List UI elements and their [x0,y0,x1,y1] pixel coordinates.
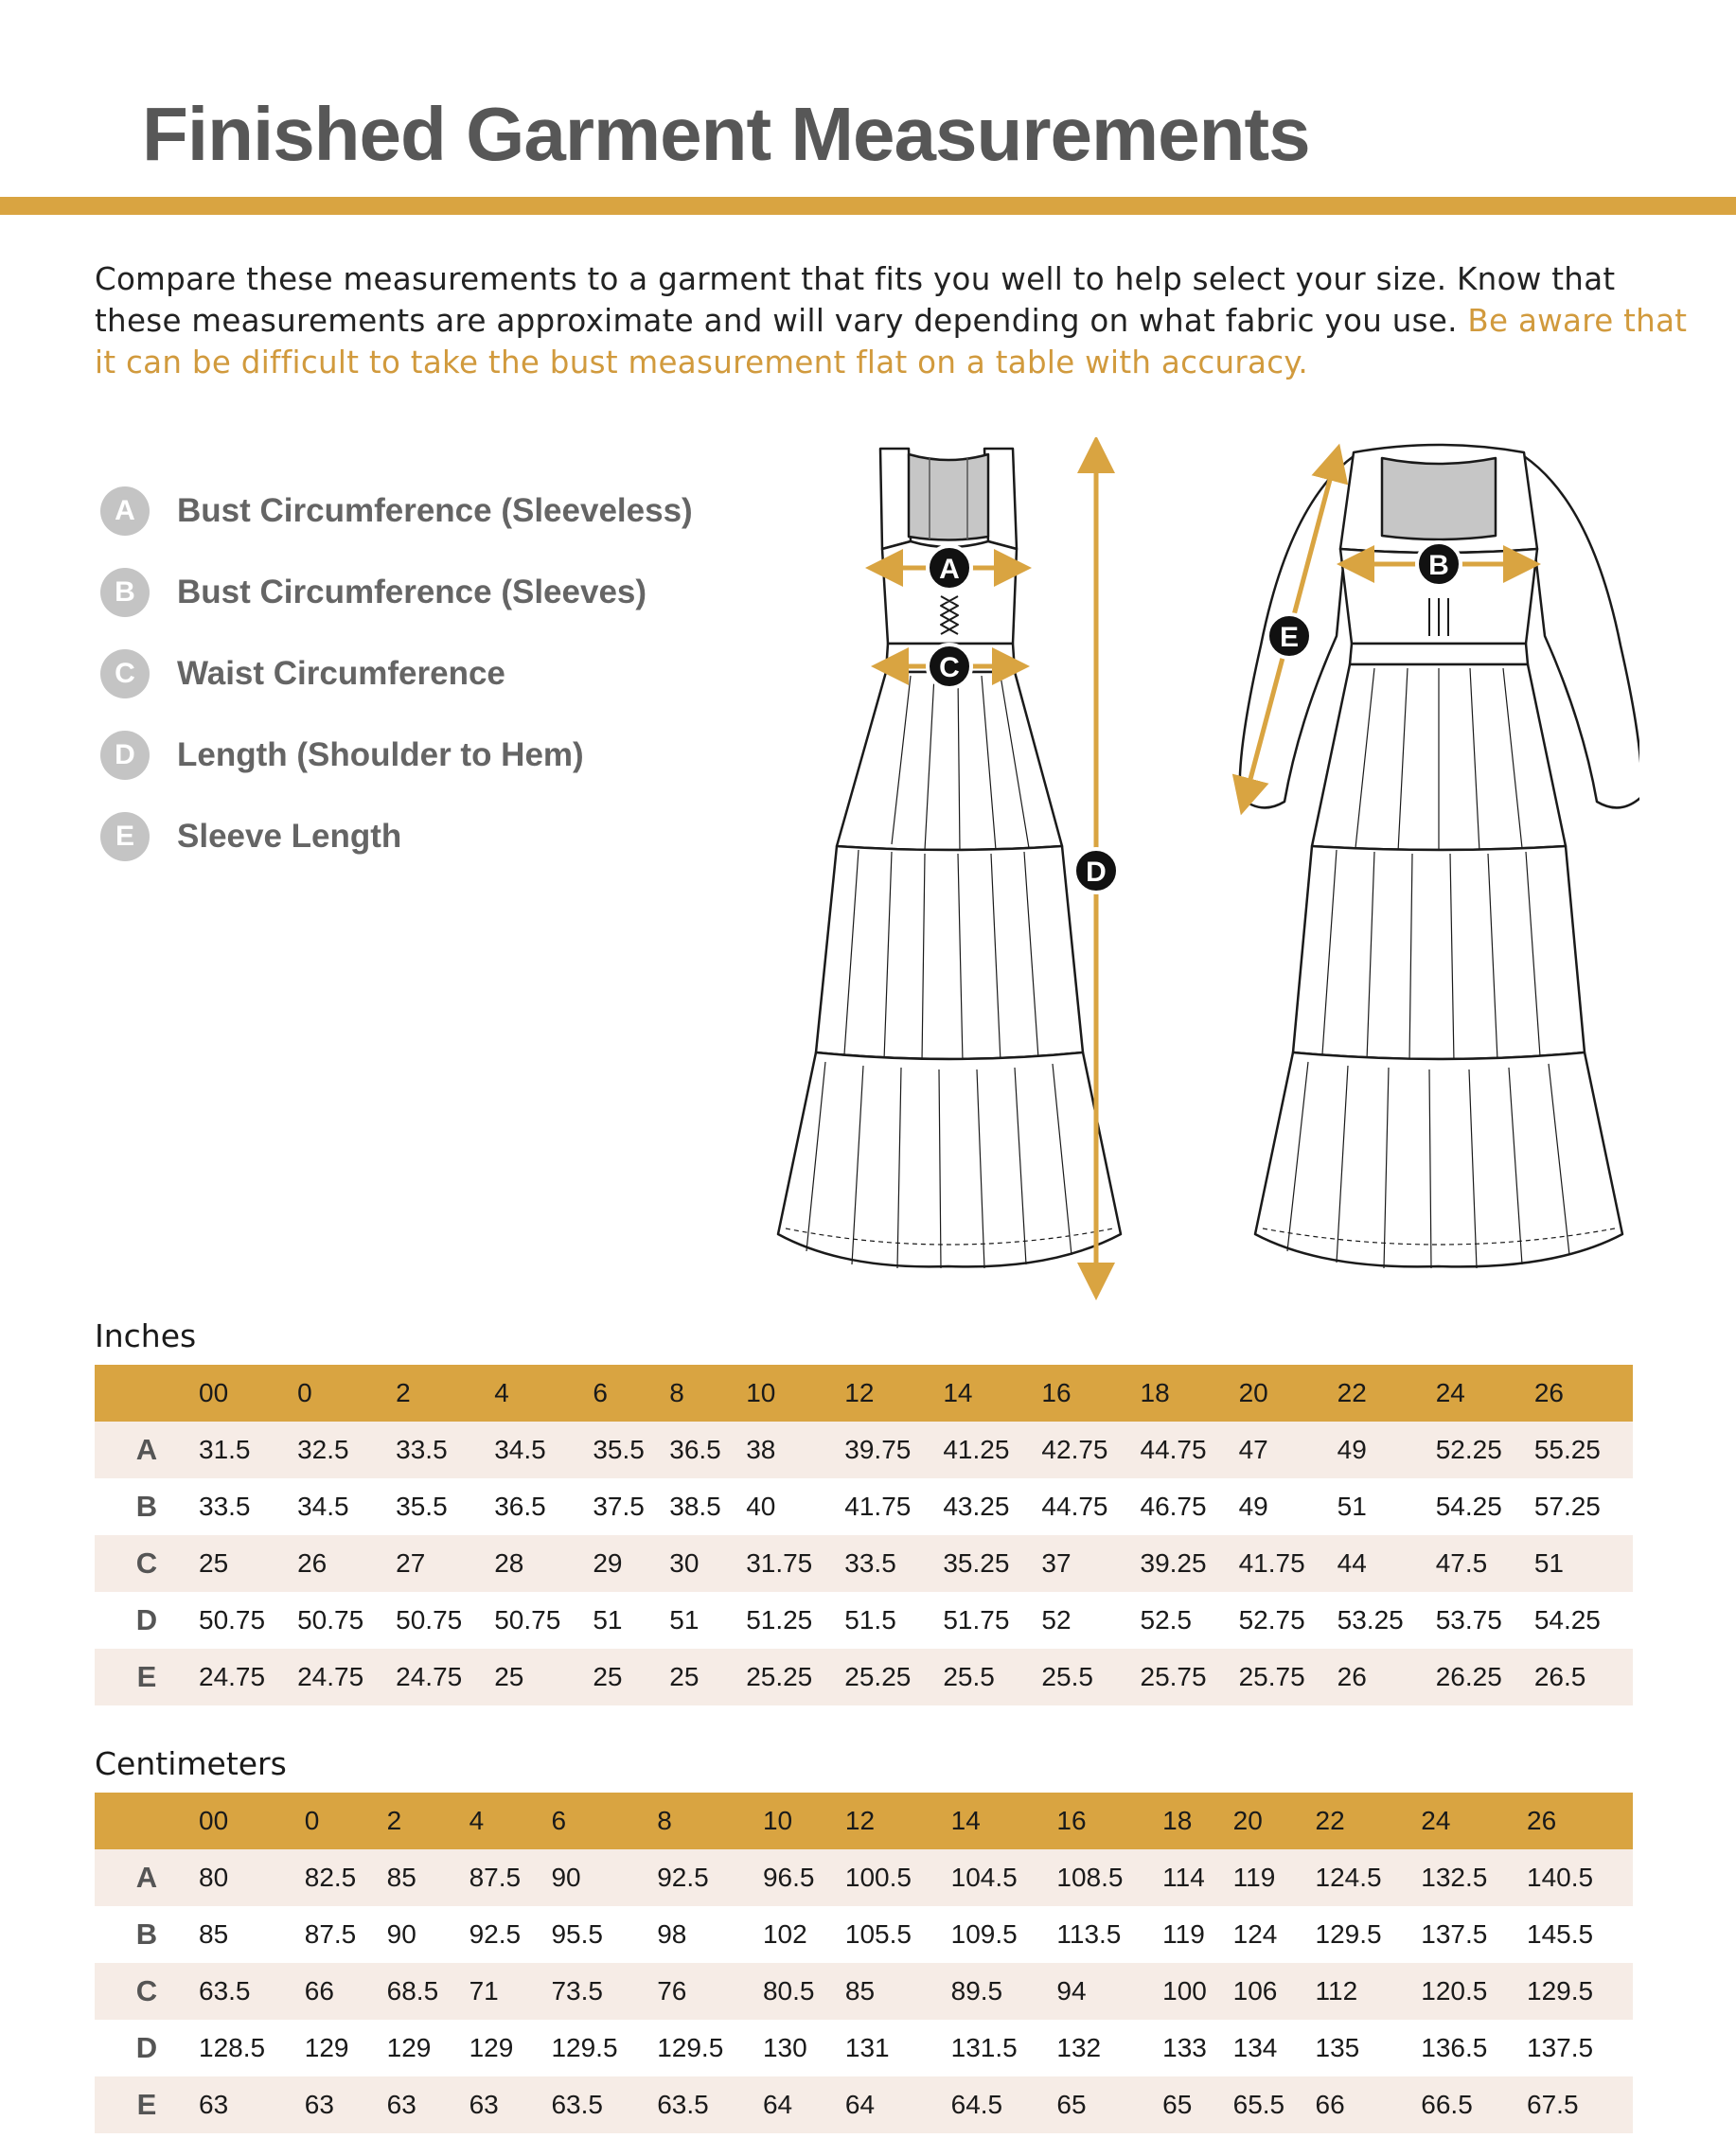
size-header: 16 [1056,1793,1162,1849]
intro-highlight: Be aware that it can be difficult to take the bust measurement flat on a table with accuracy. [95,303,1688,380]
table-cell: 38.5 [669,1478,746,1535]
table-cell: 124 [1233,1906,1316,1963]
size-header: 20 [1239,1365,1337,1422]
table-cell: 90 [551,1849,657,1906]
table-cell: 85 [199,1906,305,1963]
table-cell: 50.75 [396,1592,494,1649]
table-cell: 36.5 [669,1422,746,1478]
table-cell: 136.5 [1421,2020,1527,2076]
row-key: E [95,1649,199,1705]
table-cell: 129.5 [657,2020,763,2076]
size-header: 10 [746,1365,844,1422]
table-cell: 113.5 [1056,1906,1162,1963]
table-cell: 50.75 [199,1592,297,1649]
row-key: C [95,1963,199,2020]
table-cell: 114 [1162,1849,1233,1906]
table-row [95,1592,1633,1649]
table-cell: 63 [469,2076,552,2133]
table-cell: 51 [669,1592,746,1649]
marker-c [928,645,971,688]
legend-badge-d: D [100,731,150,780]
table-cell: 76 [657,1963,763,2020]
legend-label-e: Sleeve Length [177,818,402,855]
table-cell: 38 [746,1422,844,1478]
table-cell: 54.25 [1534,1592,1633,1649]
table-cell: 25.25 [746,1649,844,1705]
size-header: 14 [943,1365,1041,1422]
table-cell: 119 [1162,1906,1233,1963]
svg-text:B: B [1428,550,1449,581]
intro-text: Compare these measurements to a garment that fits you well to help select your size. Know that these measurements are approximate and will vary depending on what fabric you use. [95,261,1616,339]
table-row [95,2076,1633,2133]
title-divider [0,197,1736,215]
size-header: 8 [669,1365,746,1422]
table-cell: 51 [1337,1478,1436,1535]
row-key: A [95,1422,199,1478]
table-row [95,1478,1633,1535]
table-cell: 63 [305,2076,387,2133]
size-header: 24 [1421,1793,1527,1849]
table-cell: 63.5 [657,2076,763,2133]
table-cell: 140.5 [1527,1849,1633,1906]
table-cell: 82.5 [305,1849,387,1906]
table-cell: 39.25 [1141,1535,1239,1592]
table-cell: 119 [1233,1849,1316,1906]
table-cell: 124.5 [1316,1849,1422,1906]
header-corner [95,1365,199,1422]
table-cell: 33.5 [396,1422,494,1478]
table-cell: 92.5 [469,1906,552,1963]
table-cell: 135 [1316,2020,1422,2076]
size-header: 10 [763,1793,845,1849]
row-key: D [95,2020,199,2076]
marker-d [1074,849,1118,892]
table-cell: 95.5 [551,1906,657,1963]
size-header: 6 [551,1793,657,1849]
svg-text:E: E [1279,622,1300,653]
size-header: 20 [1233,1793,1316,1849]
table-cell: 35.5 [593,1422,669,1478]
svg-text:A: A [939,554,960,585]
table-cell: 64 [763,2076,845,2133]
table-cell: 63.5 [551,2076,657,2133]
row-key: B [95,1478,199,1535]
table-cell: 30 [669,1535,746,1592]
table-cell: 25 [199,1535,297,1592]
svg-text:C: C [939,652,960,683]
table-cell: 51 [1534,1535,1633,1592]
table-cell: 26.25 [1436,1649,1534,1705]
table-cell: 40 [746,1478,844,1535]
marker-e [1267,614,1311,658]
table-cell: 80.5 [763,1963,845,2020]
intro-paragraph [95,258,1704,383]
legend-label-d: Length (Shoulder to Hem) [177,736,584,773]
centimeters-header-row [95,1793,1633,1849]
table-cell: 25.75 [1141,1649,1239,1705]
table-cell: 71 [469,1963,552,2020]
table-cell: 120.5 [1421,1963,1527,2020]
table-cell: 35.25 [943,1535,1041,1592]
table-row [95,1963,1633,2020]
table-cell: 87.5 [469,1849,552,1906]
legend-label-c: Waist Circumference [177,655,505,692]
table-cell: 52.25 [1436,1422,1534,1478]
table-cell: 129.5 [551,2020,657,2076]
table-cell: 37.5 [593,1478,669,1535]
table-cell: 132.5 [1421,1849,1527,1906]
table-cell: 33.5 [199,1478,297,1535]
legend-badge-b: B [100,568,150,617]
table-cell: 134 [1233,2020,1316,2076]
table-cell: 53.25 [1337,1592,1436,1649]
table-cell: 130 [763,2020,845,2076]
table-cell: 89.5 [951,1963,1057,2020]
table-cell: 26.5 [1534,1649,1633,1705]
table-cell: 133 [1162,2020,1233,2076]
table-cell: 51.5 [844,1592,943,1649]
table-cell: 42.75 [1041,1422,1140,1478]
inches-header-row [95,1365,1633,1422]
table-cell: 96.5 [763,1849,845,1906]
size-header: 12 [844,1365,943,1422]
table-cell: 39.75 [844,1422,943,1478]
table-cell: 128.5 [199,2020,305,2076]
table-cell: 34.5 [297,1478,396,1535]
row-key: D [95,1592,199,1649]
table-cell: 34.5 [494,1422,593,1478]
table-cell: 98 [657,1906,763,1963]
table-cell: 49 [1337,1422,1436,1478]
centimeters-table [95,1793,1633,2133]
table-cell: 92.5 [657,1849,763,1906]
svg-text:D: D [1086,857,1107,888]
table-cell: 94 [1056,1963,1162,2020]
table-cell: 52 [1041,1592,1140,1649]
size-header: 26 [1534,1365,1633,1422]
table-cell: 35.5 [396,1478,494,1535]
size-header: 0 [305,1793,387,1849]
table-row [95,1906,1633,1963]
centimeters-label: Centimeters [95,1745,287,1782]
table-cell: 145.5 [1527,1906,1633,1963]
table-cell: 26 [1337,1649,1436,1705]
table-cell: 51.75 [943,1592,1041,1649]
table-cell: 43.25 [943,1478,1041,1535]
table-cell: 47 [1239,1422,1337,1478]
size-header: 4 [469,1793,552,1849]
table-row [95,1535,1633,1592]
table-cell: 31.75 [746,1535,844,1592]
table-cell: 67.5 [1527,2076,1633,2133]
legend-item-e [100,808,401,865]
table-cell: 132 [1056,2020,1162,2076]
size-header: 00 [199,1365,297,1422]
header-corner [95,1793,199,1849]
table-cell: 87.5 [305,1906,387,1963]
table-cell: 52.5 [1141,1592,1239,1649]
legend-item-d [100,727,584,784]
size-header: 4 [494,1365,593,1422]
dress-illustration [769,437,1639,1308]
row-key: E [95,2076,199,2133]
size-header: 22 [1316,1793,1422,1849]
table-row [95,1849,1633,1906]
table-cell: 73.5 [551,1963,657,2020]
table-cell: 102 [763,1906,845,1963]
table-cell: 36.5 [494,1478,593,1535]
table-cell: 33.5 [844,1535,943,1592]
table-cell: 100 [1162,1963,1233,2020]
table-cell: 50.75 [494,1592,593,1649]
table-cell: 66.5 [1421,2076,1527,2133]
legend-item-c [100,645,505,702]
table-cell: 131 [845,2020,951,2076]
table-cell: 49 [1239,1478,1337,1535]
size-header: 12 [845,1793,951,1849]
table-cell: 129 [387,2020,469,2076]
table-cell: 27 [396,1535,494,1592]
table-cell: 104.5 [951,1849,1057,1906]
table-cell: 100.5 [845,1849,951,1906]
table-cell: 64.5 [951,2076,1057,2133]
table-cell: 137.5 [1421,1906,1527,1963]
table-cell: 41.25 [943,1422,1041,1478]
table-cell: 37 [1041,1535,1140,1592]
table-cell: 55.25 [1534,1422,1633,1478]
table-cell: 24.75 [199,1649,297,1705]
table-row [95,1422,1633,1478]
size-header: 6 [593,1365,669,1422]
table-cell: 129 [305,2020,387,2076]
table-cell: 129 [469,2020,552,2076]
table-cell: 65 [1162,2076,1233,2133]
table-cell: 25 [669,1649,746,1705]
marker-b [1417,542,1461,586]
table-cell: 25.5 [1041,1649,1140,1705]
table-cell: 51.25 [746,1592,844,1649]
table-cell: 63.5 [199,1963,305,2020]
table-cell: 50.75 [297,1592,396,1649]
table-cell: 31.5 [199,1422,297,1478]
table-cell: 52.75 [1239,1592,1337,1649]
table-cell: 85 [845,1963,951,2020]
table-cell: 41.75 [1239,1535,1337,1592]
table-cell: 63 [199,2076,305,2133]
table-cell: 44.75 [1041,1478,1140,1535]
legend-label-b: Bust Circumference (Sleeves) [177,574,647,610]
size-header: 18 [1162,1793,1233,1849]
table-cell: 24.75 [297,1649,396,1705]
table-cell: 137.5 [1527,2020,1633,2076]
table-cell: 46.75 [1141,1478,1239,1535]
table-cell: 24.75 [396,1649,494,1705]
row-key: C [95,1535,199,1592]
table-row [95,1649,1633,1705]
table-cell: 29 [593,1535,669,1592]
inches-table-body [95,1422,1633,1705]
size-header: 00 [199,1793,305,1849]
size-header: 16 [1041,1365,1140,1422]
table-cell: 109.5 [951,1906,1057,1963]
table-cell: 54.25 [1436,1478,1534,1535]
table-cell: 68.5 [387,1963,469,2020]
size-header: 26 [1527,1793,1633,1849]
legend-item-b [100,564,647,621]
table-cell: 25.75 [1239,1649,1337,1705]
table-cell: 25 [593,1649,669,1705]
size-header: 0 [297,1365,396,1422]
table-cell: 90 [387,1906,469,1963]
size-header: 14 [951,1793,1057,1849]
table-cell: 41.75 [844,1478,943,1535]
table-cell: 57.25 [1534,1478,1633,1535]
size-header: 24 [1436,1365,1534,1422]
table-cell: 25.5 [943,1649,1041,1705]
table-cell: 129.5 [1316,1906,1422,1963]
table-cell: 25.25 [844,1649,943,1705]
size-header: 8 [657,1793,763,1849]
table-cell: 129.5 [1527,1963,1633,2020]
table-cell: 44.75 [1141,1422,1239,1478]
table-cell: 131.5 [951,2020,1057,2076]
row-key: B [95,1906,199,1963]
table-cell: 65 [1056,2076,1162,2133]
legend-badge-e: E [100,812,150,861]
table-cell: 80 [199,1849,305,1906]
page-title: Finished Garment Measurements [142,92,1310,176]
legend-badge-c: C [100,649,150,698]
table-cell: 66 [1316,2076,1422,2133]
size-header: 2 [396,1365,494,1422]
table-cell: 28 [494,1535,593,1592]
table-cell: 63 [387,2076,469,2133]
centimeters-table-body [95,1849,1633,2133]
table-cell: 64 [845,2076,951,2133]
table-cell: 26 [297,1535,396,1592]
table-cell: 106 [1233,1963,1316,2020]
table-cell: 108.5 [1056,1849,1162,1906]
size-header: 22 [1337,1365,1436,1422]
table-cell: 112 [1316,1963,1422,2020]
table-cell: 32.5 [297,1422,396,1478]
table-cell: 47.5 [1436,1535,1534,1592]
inches-table [95,1365,1633,1705]
table-row [95,2020,1633,2076]
row-key: A [95,1849,199,1906]
inches-label: Inches [95,1317,197,1354]
table-cell: 44 [1337,1535,1436,1592]
table-cell: 85 [387,1849,469,1906]
table-cell: 51 [593,1592,669,1649]
table-cell: 105.5 [845,1906,951,1963]
table-cell: 65.5 [1233,2076,1316,2133]
size-header: 18 [1141,1365,1239,1422]
table-cell: 25 [494,1649,593,1705]
marker-a [928,546,971,590]
legend-item-a [100,483,693,539]
table-cell: 53.75 [1436,1592,1534,1649]
legend-label-a: Bust Circumference (Sleeveless) [177,492,693,529]
table-cell: 66 [305,1963,387,2020]
legend-badge-a: A [100,486,150,536]
size-header: 2 [387,1793,469,1849]
